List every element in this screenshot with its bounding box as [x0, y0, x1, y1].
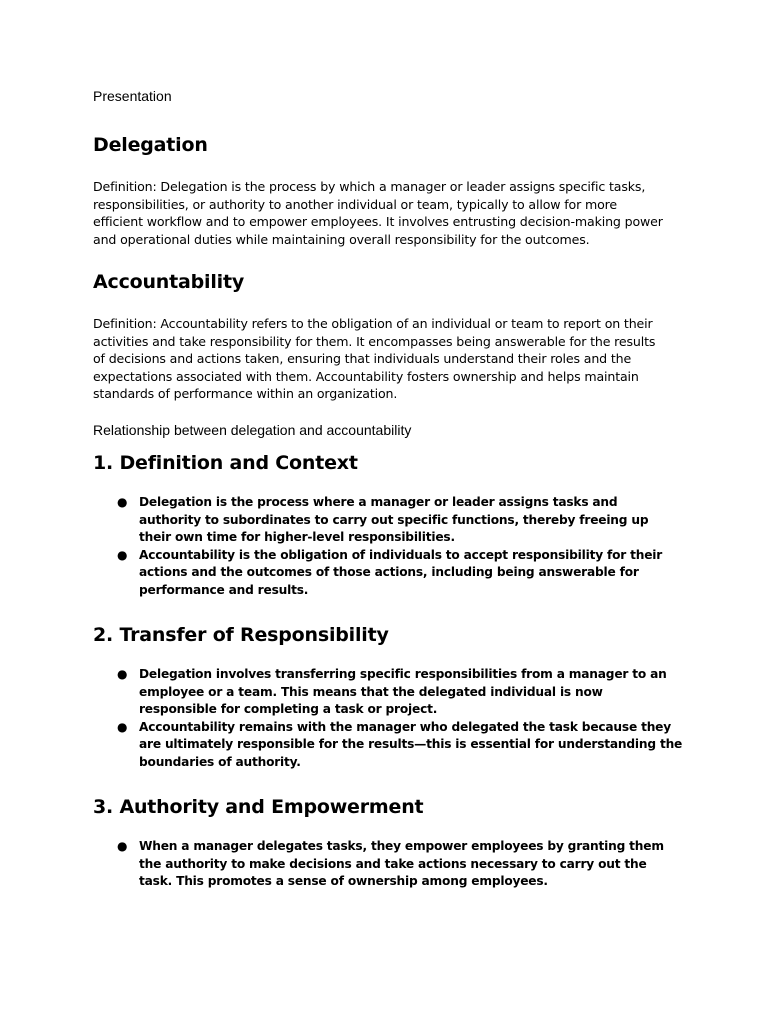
bullet-text: Accountability is the obligation of individuals to accept responsibility for their actions and the outcomes of those actions, including being answerable for performance and results. — [139, 547, 663, 597]
bullet-text: When a manager delegates tasks, they empower employees by granting them the authority to make decisions and take actions necessary to carry out the task. This promotes a sense of ownership among employees. — [139, 839, 664, 889]
list-item — [93, 838, 683, 891]
bullet-list-definition-context — [93, 494, 683, 600]
presentation-label: Presentation — [93, 88, 172, 104]
list-item — [93, 666, 683, 719]
accountability-definition: Definition: Accountability refers to the obligation of an individual or team to report on their activities and take responsibility for them. It encompasses being answerable for the results of decisions and actions taken, ensuring that individuals understand their roles and the expectations associated with them. Accountability fosters ownership and helps maintain standards of performance within an organization. — [93, 316, 656, 402]
bullet-icon: ● — [117, 839, 128, 853]
list-item — [93, 547, 683, 600]
heading-definition-context: 1. Definition and Context — [93, 452, 358, 474]
bullet-icon: ● — [117, 495, 128, 509]
bullet-icon: ● — [117, 667, 128, 681]
bullet-list-transfer-responsibility — [93, 666, 683, 772]
bullet-text: Accountability remains with the manager who delegated the task because they are ultimately responsible for the results—this is essential for understanding the boundaries of authority. — [139, 719, 683, 769]
bullet-icon: ● — [117, 547, 128, 562]
bullet-icon: ● — [117, 719, 128, 734]
bullet-text: Delegation is the process where a manager or leader assigns tasks and authority to subordinates to carry out specific functions, thereby freeing up their own time for higher-level responsibilities. — [139, 495, 649, 545]
heading-accountability: Accountability — [93, 271, 245, 293]
list-item — [93, 494, 683, 547]
bullet-list-authority-empowerment — [93, 838, 683, 891]
heading-delegation: Delegation — [93, 134, 208, 156]
heading-authority-empowerment: 3. Authority and Empowerment — [93, 796, 424, 818]
bullet-text: Delegation involves transferring specific responsibilities from a manager to an employee or a team. This means that the delegated individual is now responsible for completing a task or project. — [139, 667, 667, 717]
relationship-label: Relationship between delegation and accountability — [93, 422, 412, 438]
heading-transfer-responsibility: 2. Transfer of Responsibility — [93, 624, 389, 646]
delegation-definition: Definition: Delegation is the process by which a manager or leader assigns specific tasks, responsibilities, or authority to another individual or team, typically to allow for more efficient workflow and to empower employees. It involves entrusting decision-making power and operational duties while maintaining overall responsibility for the outcomes. — [93, 179, 663, 247]
list-item — [93, 719, 683, 772]
